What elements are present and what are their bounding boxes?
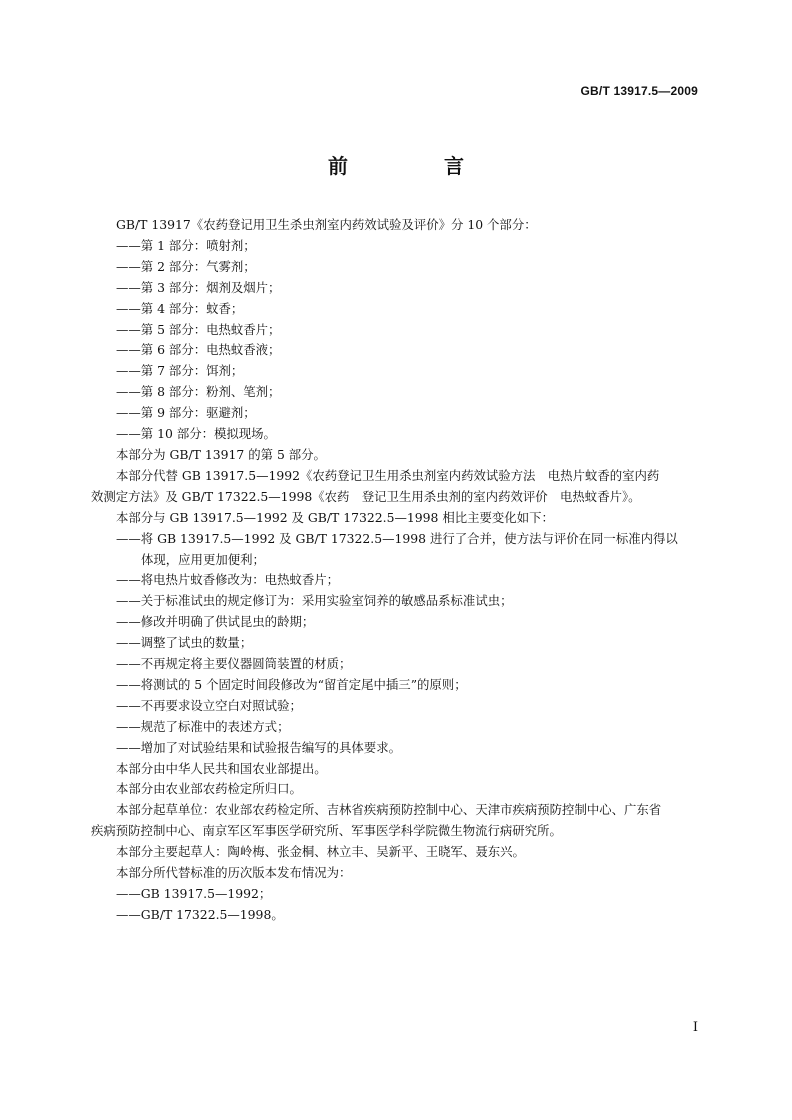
foreword-body <box>91 215 703 926</box>
list-item-change-merge <box>91 529 703 571</box>
list-item-part-7: ——第 7 部分：饵剂； <box>116 363 244 379</box>
list-item-change: ——将电热片蚊香修改为：电热蚊香片； <box>116 572 340 588</box>
change-merge-line-1: ——将 GB 13917.5—1992 及 GB/T 17322.5—1998 进行了合并，使方法与评价在同一标准内得以 <box>116 530 678 546</box>
list-item-part-2: ——第 2 部分：气雾剂； <box>116 258 256 274</box>
list-item-history: ——GB/T 17322.5—1998。 <box>116 906 284 922</box>
page-number: I <box>692 1020 698 1035</box>
list-item-part-1: ——第 1 部分：喷射剂； <box>116 237 256 253</box>
list-item-change: ——修改并明确了供试昆虫的龄期； <box>116 614 315 630</box>
list-item-part-4: ——第 4 部分：蚊香； <box>116 300 244 316</box>
list-item-change: ——不再规定将主要仪器圆筒装置的材质； <box>116 656 352 672</box>
list-item-history: ——GB 13917.5—1992； <box>116 886 272 901</box>
standard-code: GB/T 13917.5—2009 <box>580 84 698 98</box>
change-merge-line-2: 体现，应用更加便利； <box>141 551 265 567</box>
list-item-change: ——调整了试虫的数量； <box>116 635 253 651</box>
list-item-change: ——规范了标准中的表述方式； <box>116 718 290 734</box>
page-title: 前 言 <box>328 154 502 178</box>
list-item-part-9: ——第 9 部分：驱避剂； <box>116 405 256 421</box>
drafters-paragraph: 本部分主要起草人：陶岭梅、张金桐、林立丰、吴新平、王晓军、聂东兴。 <box>116 844 525 860</box>
drafting-units-line-1: 本部分起草单位：农业部农药检定所、吉林省疾病预防控制中心、天津市疾病预防控制中心、广东省 <box>116 802 662 818</box>
list-item-change: ——不再要求设立空白对照试验； <box>116 697 302 713</box>
managed-paragraph: 本部分由农业部农药检定所归口。 <box>116 781 302 797</box>
list-item-change: ——关于标准试虫的规定修订为：采用实验室饲养的敏感品系标准试虫； <box>116 593 513 609</box>
list-item-part-3: ——第 3 部分：烟剂及烟片； <box>116 279 281 295</box>
list-item-part-5: ——第 5 部分：电热蚊香片； <box>116 321 281 337</box>
changes-intro-paragraph: 本部分与 GB 13917.5—1992 及 GB/T 17322.5—1998 相比主要变化如下： <box>116 509 554 525</box>
history-intro-paragraph: 本部分所代替标准的历次版本发布情况为： <box>116 865 352 881</box>
this-part-paragraph: 本部分为 GB/T 13917 的第 5 部分。 <box>116 446 326 462</box>
intro-paragraph: GB/T 13917《农药登记用卫生杀虫剂室内药效试验及评价》分 10 个部分： <box>116 217 537 232</box>
list-item-change: ——增加了对试验结果和试验报告编写的具体要求。 <box>116 739 401 755</box>
replaces-paragraph-line-2: 效测定方法》及 GB/T 17322.5—1998《农药 登记卫生用杀虫剂的室内药效评价 电热蚊香片》。 <box>91 488 641 504</box>
list-item-part-6: ——第 6 部分：电热蚊香液； <box>116 342 281 358</box>
list-item-change: ——将测试的 5 个固定时间段修改为“留首定尾中插三”的原则； <box>116 676 467 692</box>
list-item-part-8: ——第 8 部分：粉剂、笔剂； <box>116 384 281 400</box>
drafting-units-line-2: 疾病预防控制中心、南京军区军事医学研究所、军事医学科学院微生物流行病研究所。 <box>91 823 562 839</box>
proposed-paragraph: 本部分由中华人民共和国农业部提出。 <box>116 760 327 776</box>
list-item-part-10: ——第 10 部分：模拟现场。 <box>116 426 276 442</box>
replaces-paragraph-line-1: 本部分代替 GB 13917.5—1992《农药登记卫生用杀虫剂室内药效试验方法 电热片蚊香的室内药 <box>116 467 660 483</box>
